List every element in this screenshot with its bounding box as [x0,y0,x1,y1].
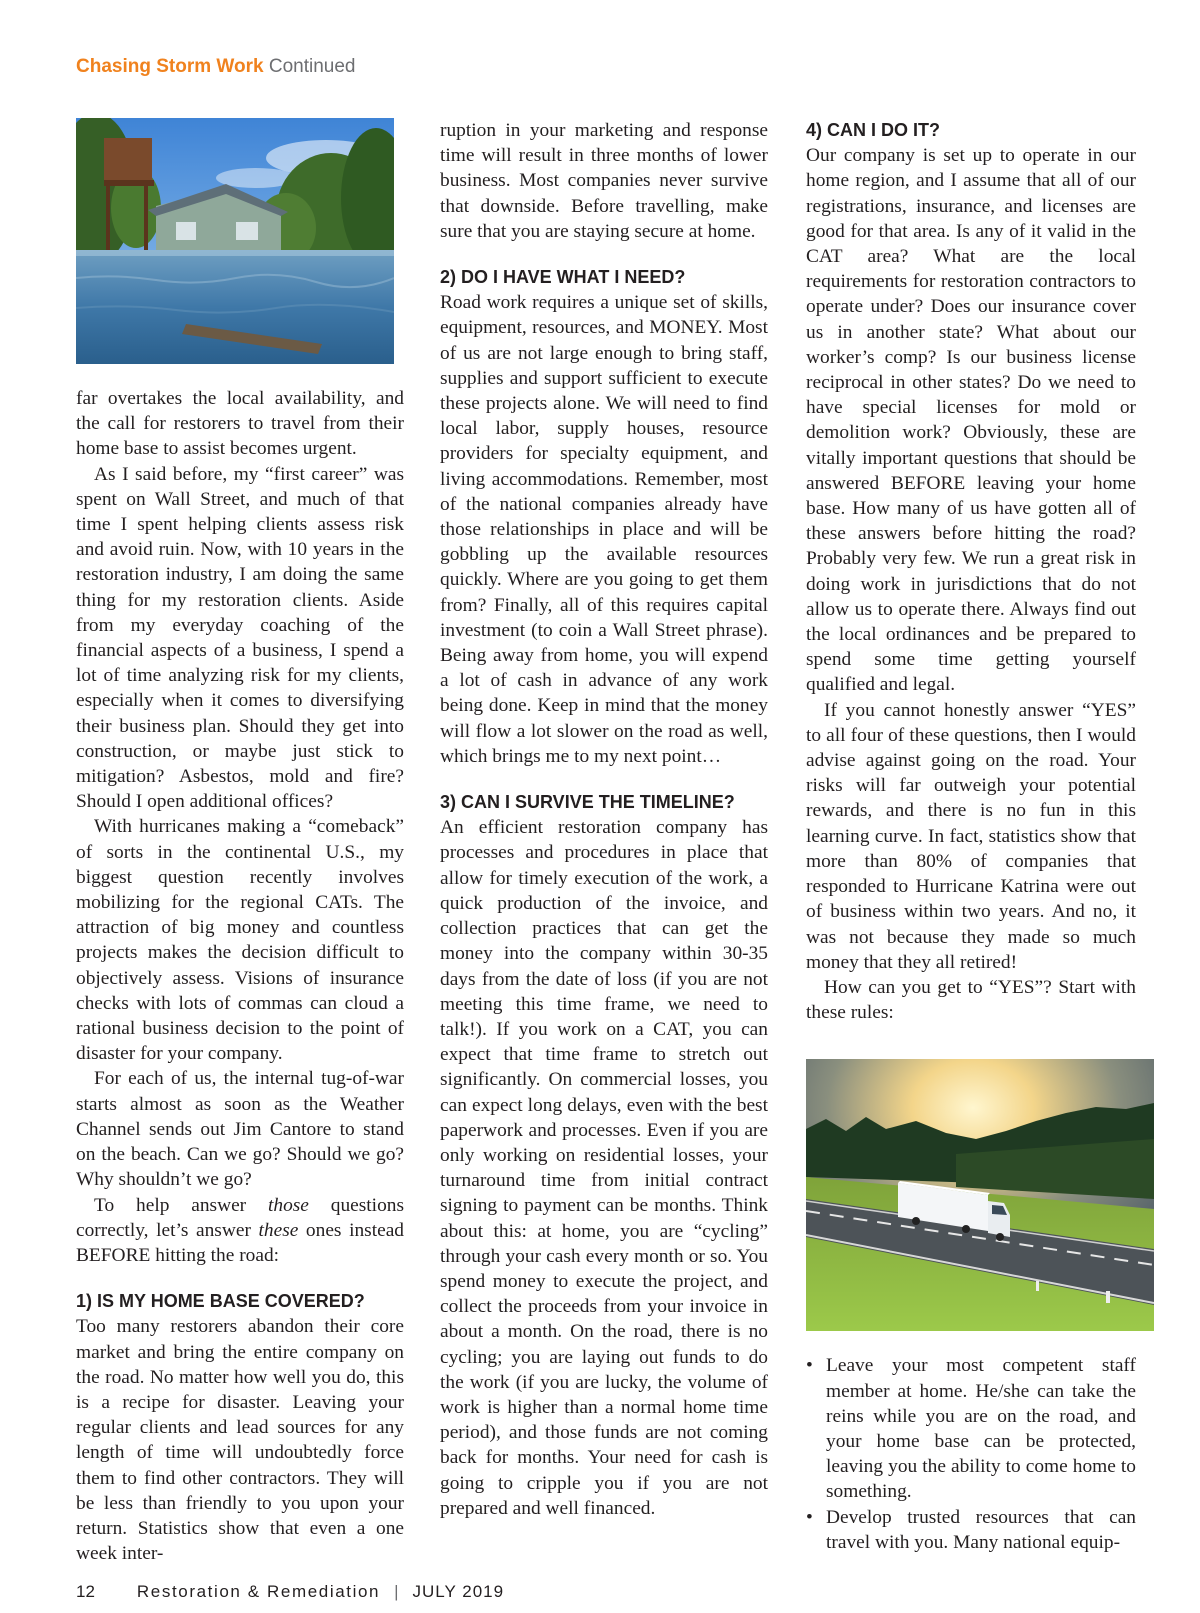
continued-label: Continued [268,56,356,77]
running-header [76,56,355,78]
article-column-3 [806,118,1136,1555]
magazine-title: Restoration & Remediation [136,1582,381,1601]
p5-text-c: ones instead BEFORE hitting the road: [76,1219,404,1266]
col1-paragraph-2: As I said before, my “first career” was spent on Wall Street, and much of that time I spent helping clients assess risk and avoid ruin. Now, with 10 years in the restoration industry, I am doing the same thing for my restoration clients. Aside from my everyday coaching of the financial aspects of a business, I spend a lot of time analyzing risk for my clients, especially when it comes to diversifying their business plan. Should they get into construction, or maybe just stick to mitigation? Asbestos, mold and fire? Should I open additional offices? [76,463,404,813]
p5-emphasis-those: those [267,1194,309,1216]
list-item [806,1505,1136,1555]
col2-paragraph-3: An efficient restoration company has processes and procedures in place that allow for timely execution of the work, a quick production of the invoice, and collection practices that can get the money into the company within 30-35 days from the date of loss (if you are not meeting this time frame, we need to talk!). If you work on a CAT, you can expect that time frame to stretch out significantly. On commercial losses, you can expect long delays, even with the best paperwork and processes. Even if you are only working on residential losses, your turnaround time from initial contract signing to payment can be months. Think about this: at home, you are “cycling” through your cash every month or so. You spend money to execute the project, and collect the proceeds from your invoice in about a month. On the road, there is no cycling; you are laying out funds to do the work (if you are lucky, the volume of work is higher than a normal home time period), and those funds are not coming back for months. Your need for cash is going to cripple you if you are not prepared and well financed. [440,817,768,1519]
p5-text-b: questions correctly, let’s answer [76,1194,405,1241]
article-column-2 [440,118,768,1521]
col1-paragraph-4: For each of us, the internal tug-of-war starts almost as soon as the Weather Channel sends out Jim Cantore to stand on the beach. Can we go? Should we go? Why shouldn’t we go? [76,1068,404,1191]
p5-text-a: To help answer [94,1194,268,1216]
truck-highway-photo [806,1059,1154,1331]
col3-paragraph-3: How can you get to “YES”? Start with these rules: [806,976,1136,1024]
article-column-1 [76,118,404,1566]
col3-paragraph-1: Our company is set up to operate in our home region, and I assume that all of our registrations, insurance, and licenses are good for that area. Is any of it valid in the CAT area? What are the local requirements for restoration contractors to operate under? Does our insurance cover us in another state? What about our worker’s comp? Is our business license reciprocal in other states? Do we need to have special licenses for mold or demolition work? Obviously, these are vitally important questions that should be answered BEFORE leaving your home base. How many of us have gotten all of these answers before hitting the road? Probably very few. We run a great risk in doing work in jurisdictions that do not allow us to operate there. Always find out the local ordinances and be prepared to spend some time getting yourself qualified and legal. [806,145,1136,696]
rule-text: Leave your most competent staff member at home. He/she can take the reins while you are on the road, and your home base can be protected, leaving you the ability to come home to something. [826,1355,1136,1503]
bullet-glyph: • [806,1506,813,1528]
section-kicker: Chasing Storm Work [76,56,264,77]
rules-list [806,1353,1136,1555]
flooded-house-photo [76,118,394,364]
col1-paragraph-3: With hurricanes making a “comeback” of sorts in the continental U.S., my biggest question recently involves mobilizing for the regional CATs. The attraction of big money and countless projects makes the decision difficult to objectively assess. Visions of insurance checks with lots of commas can cloud a rational business decision to the point of disaster for your company. [76,816,404,1065]
col2-paragraph-1: ruption in your marketing and response time will result in three months of lower business. Most companies never survive that downside. Before travelling, make sure that you are staying secure at home. [440,120,768,242]
heading-home-base: 1) IS MY HOME BASE COVERED? [76,1291,365,1312]
issue-date: JULY 2019 [412,1582,505,1601]
col3-paragraph-2: If you cannot honestly answer “YES” to all four of these questions, then I would advise against going on the road. Your risks will far outweigh your potential rewards, and there is no fun in this learning curve. In fact, statistics show that more than 80% of companies that responded to Hurricane Katrina were out of business within two years. And no, it was not because they made so much money that they all retired! [806,699,1136,973]
list-item [806,1353,1136,1504]
col1-paragraph-6: Too many restorers abandon their core market and bring the entire company on the road. No matter how well you do, this is a recipe for disaster. Leaving your regular clients and lead sources for any length of time will undoubtedly force them to find other contractors. They will be less than friendly to you upon your return. Statistics show that even a one week inter- [76,1316,404,1565]
bullet-glyph: • [806,1355,813,1377]
heading-can-i-do-it: 4) CAN I DO IT? [806,120,940,140]
heading-timeline: 3) CAN I SURVIVE THE TIMELINE? [440,792,735,813]
col1-paragraph-1: far overtakes the local availability, and the call for restorers to travel from their home base to assist becomes urgent. [76,388,404,460]
heading-what-i-need: 2) DO I HAVE WHAT I NEED? [440,267,686,288]
col1-paragraph-5 [76,1193,404,1269]
footer-separator: | [394,1582,399,1601]
p5-emphasis-these: these [258,1219,299,1241]
col2-paragraph-2: Road work requires a unique set of skills, equipment, resources, and MONEY. Most of us are not large enough to bring staff, supplies and support sufficient to execute these projects alone. We will need to find local labor, supply houses, resource providers for specialty equipment, and living accommodations. Remember, most of the national companies already have those relationships in place and will be gobbling up the available resources quickly. Where are you going to get them from? Finally, all of this requires capital investment (to coin a Wall Street phrase). Being away from home, you will expend a lot of cash in advance of any work being done. Keep in mind that the money will flow a lot slower on the road as well, which brings me to my next point… [440,292,768,767]
page-number: 12 [76,1582,95,1601]
rule-text: Develop trusted resources that can travel with you. Many national equip- [826,1506,1136,1553]
page-footer [76,1582,504,1602]
